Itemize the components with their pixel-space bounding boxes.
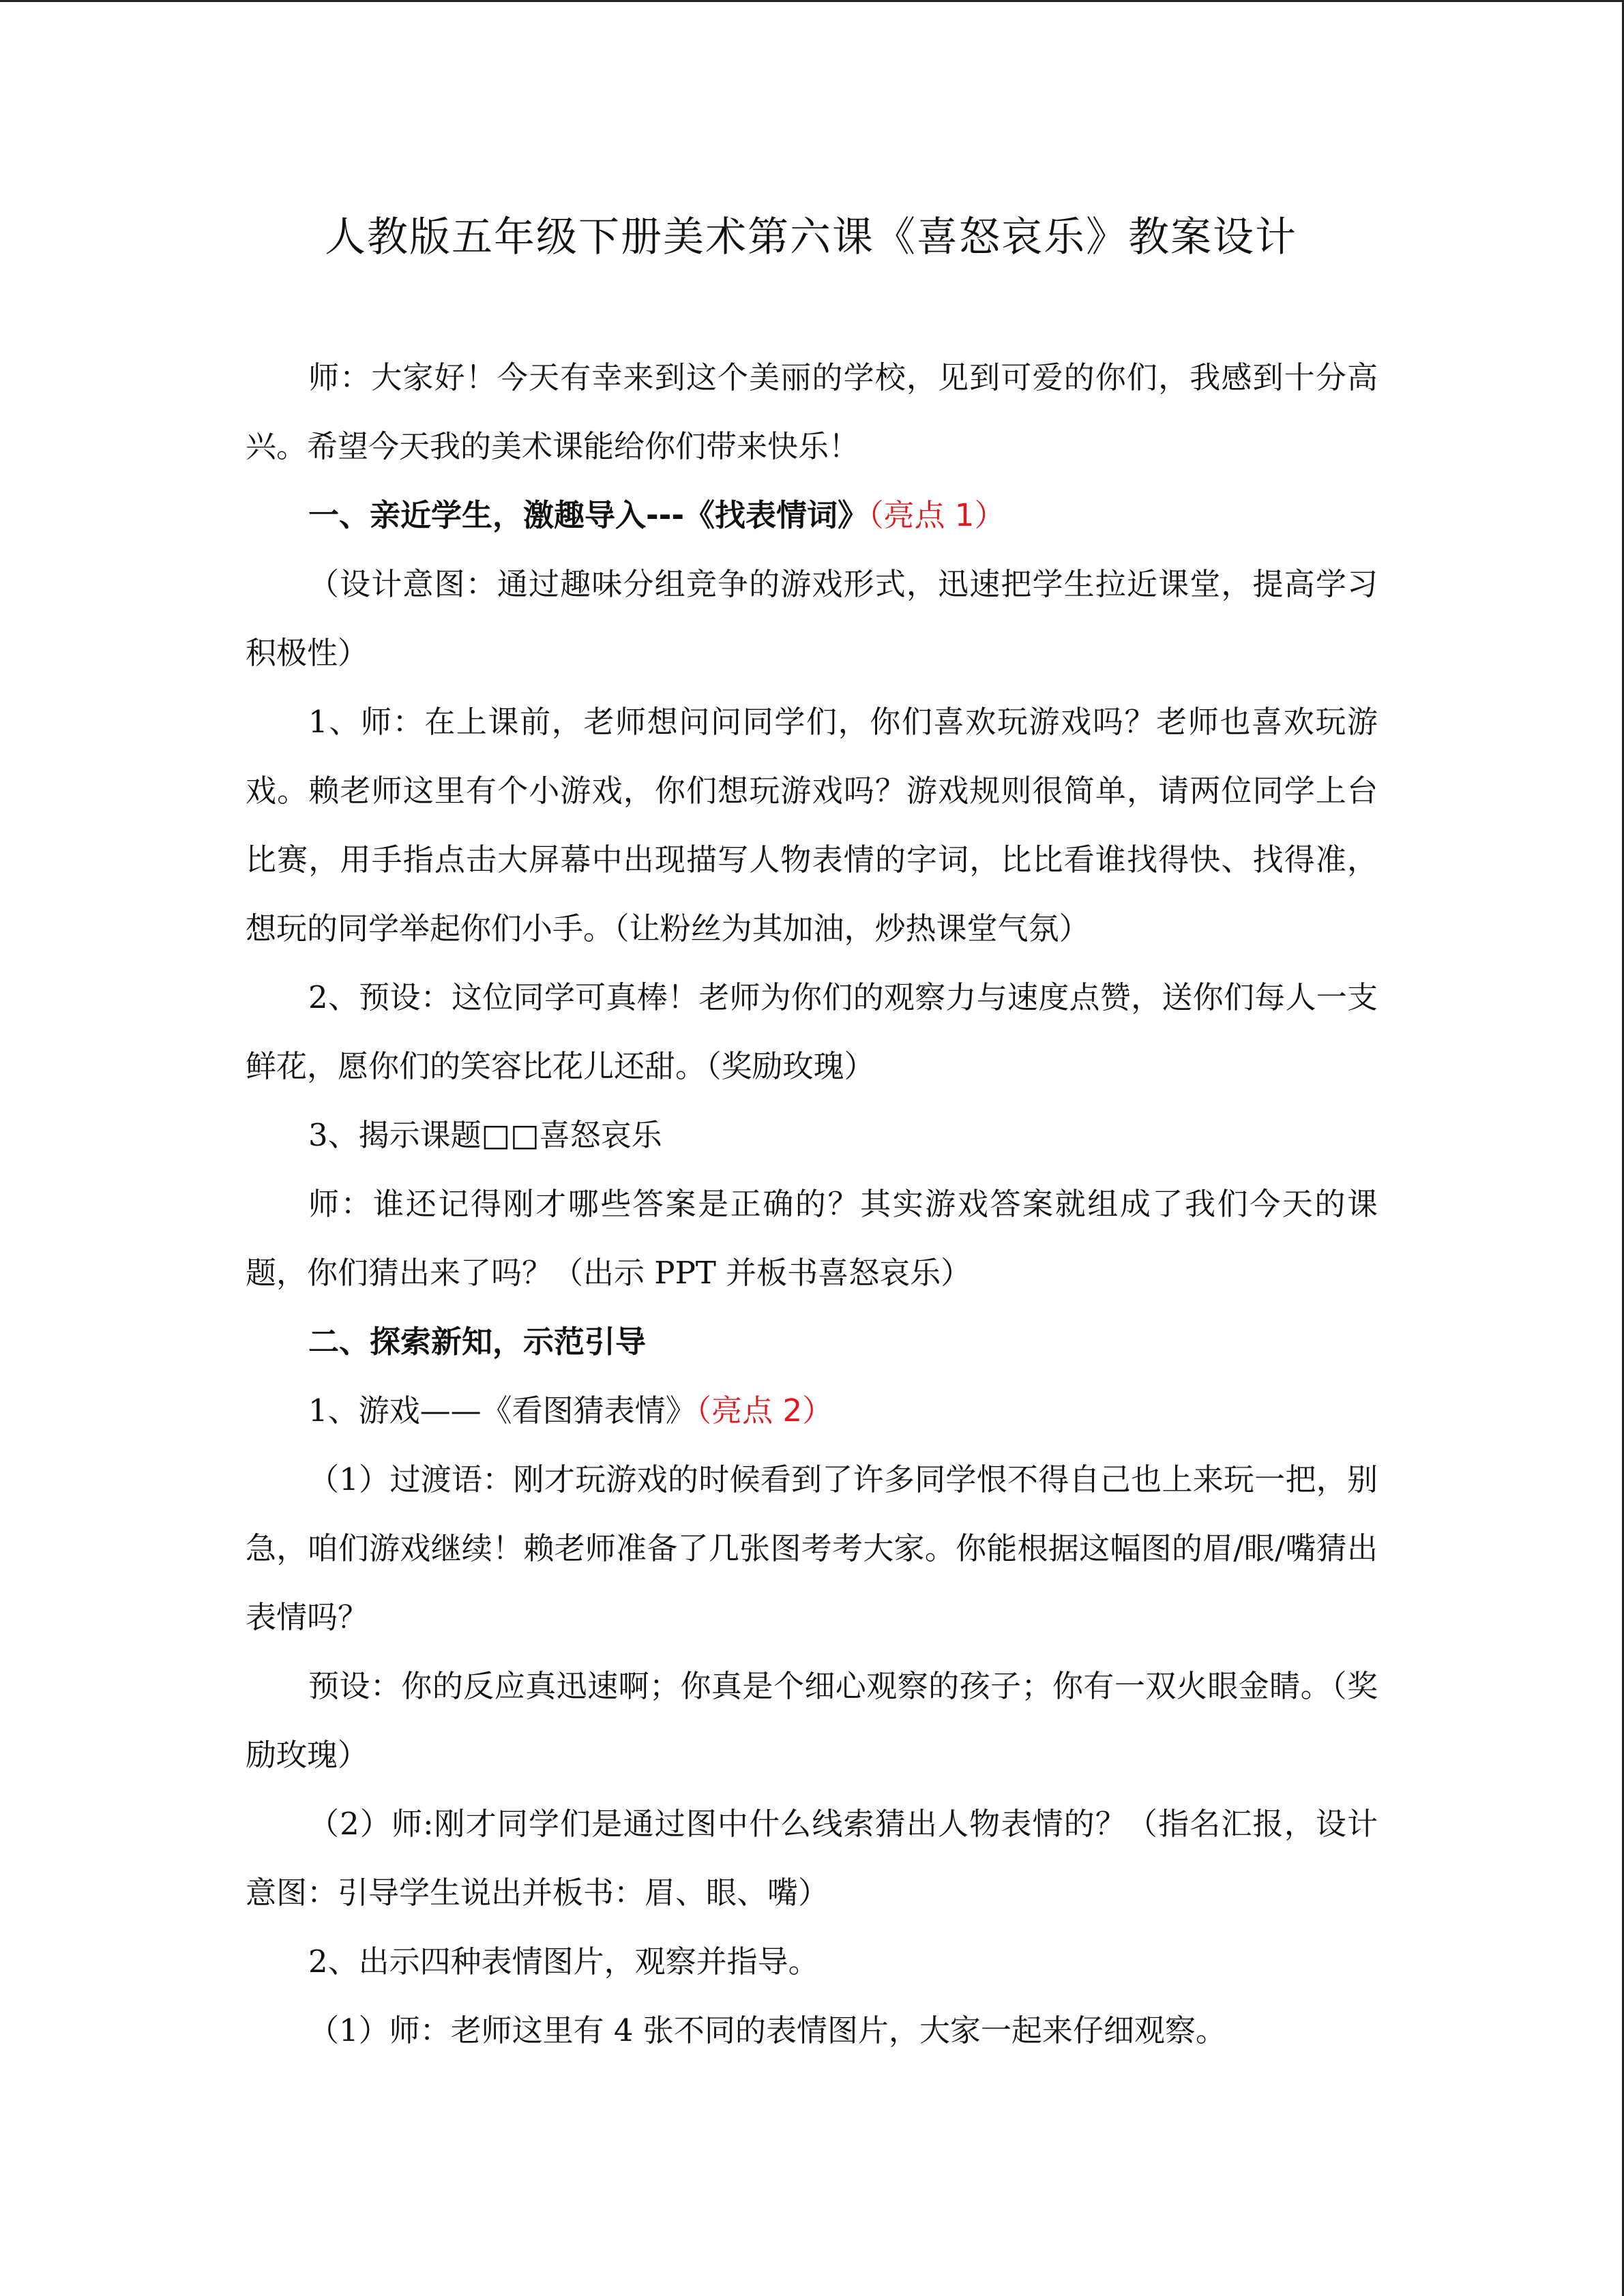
paragraph-clues-question: （2）师:刚才同学们是通过图中什么线索猜出人物表情的？（指名汇报，设计意图：引导学生说出并板书：眉、眼、嘴） xyxy=(246,1806,1378,1911)
paragraph-reveal-topic: 3、揭示课题□□喜怒哀乐 xyxy=(308,1117,662,1153)
paragraph-observe-pictures: （1）师：老师这里有 4 张不同的表情图片，大家一起来仔细观察。 xyxy=(308,2012,1226,2048)
highlight-label-1: （亮点 1） xyxy=(868,497,1005,533)
paragraph-teacher-question: 师：谁还记得刚才哪些答案是正确的？其实游戏答案就组成了我们今天的课题，你们猜出来了吗？（出示 PPT 并板书喜怒哀乐） xyxy=(246,1186,1378,1291)
paragraph-greeting: 师：大家好！今天有幸来到这个美丽的学校，见到可爱的你们，我感到十分高兴。希望今天我的美术课能给你们带来快乐！ xyxy=(246,359,1378,464)
paragraph-guess-game xyxy=(246,1376,1378,1445)
paragraph-show-pictures: 2、出示四种表情图片，观察并指导。 xyxy=(308,1943,819,1980)
paragraph-preset-response: 预设：你的反应真迅速啊；你真是个细心观察的孩子；你有一双火眼金睛。（奖励玫瑰） xyxy=(246,1668,1378,1773)
paragraph-game-intro: 1、师：在上课前，老师想问问同学们，你们喜欢玩游戏吗？老师也喜欢玩游戏。赖老师这里有个小游戏，你们想玩游戏吗？游戏规则很简单，请两位同学上台比赛，用手指点击大屏幕中出现描写人物表情的字词，比比看谁找得快、找得准，想玩的同学举起你们小手。（让粉丝为其加油，炒热课堂气氛） xyxy=(246,704,1378,946)
document-body xyxy=(246,343,1378,2065)
paragraph-transition: （1）过渡语：刚才玩游戏的时候看到了许多同学恨不得自己也上来玩一把，别急，咱们游戏继续！赖老师准备了几张图考考大家。你能根据这幅图的眉/眼/嘴猜出表情吗？ xyxy=(246,1461,1378,1635)
paragraph-design-intent: （设计意图：通过趣味分组竞争的游戏形式，迅速把学生拉近课堂，提高学习积极性） xyxy=(246,566,1378,671)
highlight-label-2: （亮点 2） xyxy=(696,1392,833,1429)
section-heading-1 xyxy=(246,481,1378,550)
page-title: 人教版五年级下册美术第六课《喜怒哀乐》教案设计 xyxy=(325,213,1297,261)
paragraph-preset-praise: 2、预设：这位同学可真棒！老师为你们的观察力与速度点赞，送你们每人一支鲜花，愿你们的笑容比花儿还甜。（奖励玫瑰） xyxy=(246,979,1378,1084)
section-heading-1-text: 一、亲近学生，激趣导入---《找表情词》 xyxy=(308,497,869,533)
section-heading-2: 二、探索新知，示范引导 xyxy=(308,1324,647,1360)
paragraph-guess-game-text: 1、游戏——《看图猜表情》 xyxy=(308,1392,696,1429)
